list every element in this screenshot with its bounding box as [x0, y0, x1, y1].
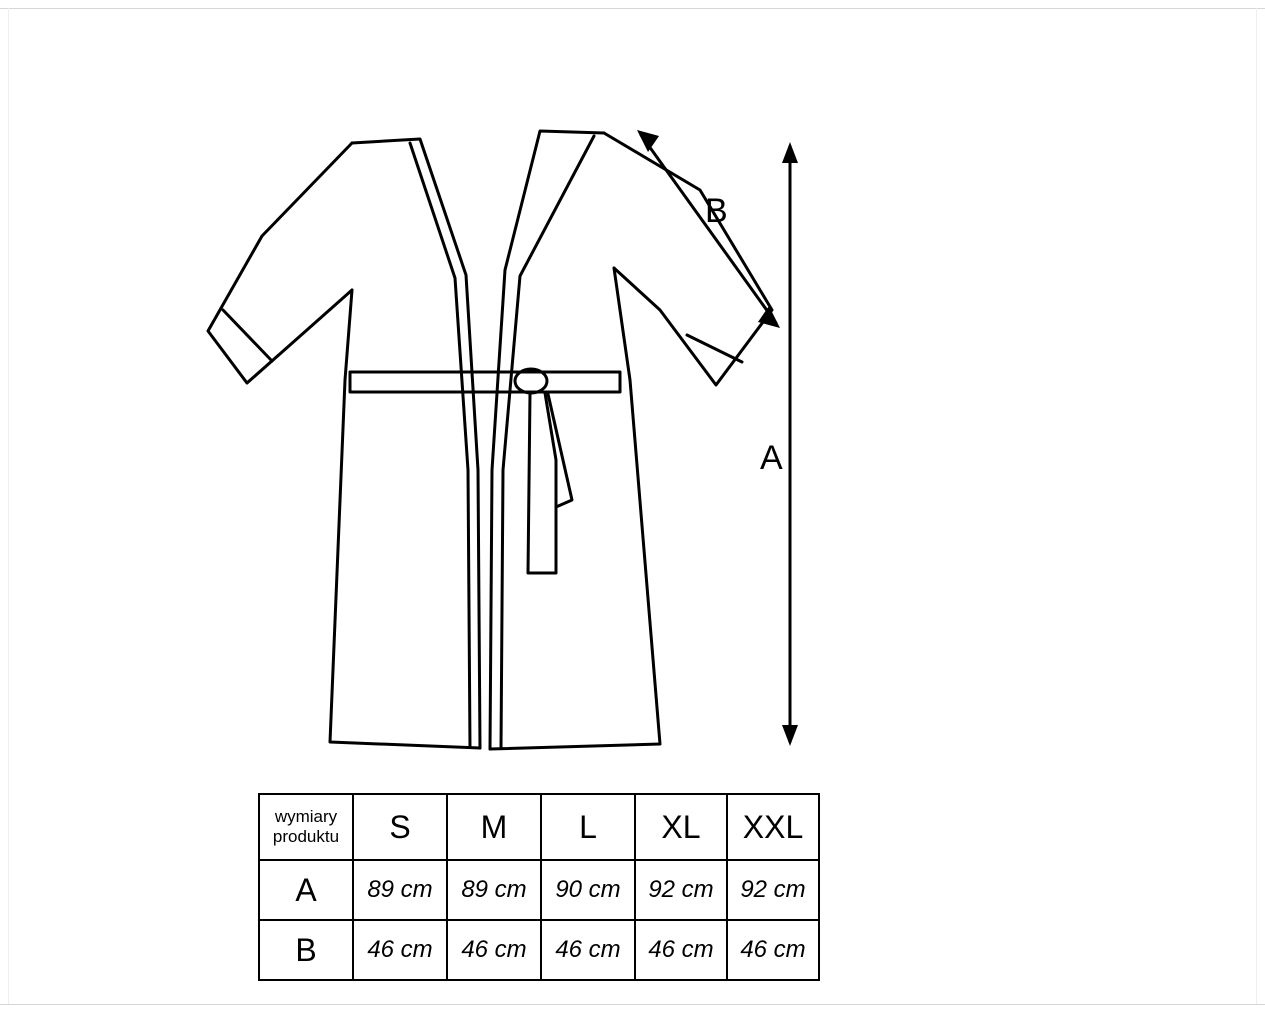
left-front-edge [352, 139, 480, 748]
cell-a-xxl: 92 cm [727, 860, 819, 920]
row-label-a: A [259, 860, 353, 920]
dimension-b-label: B [705, 192, 728, 230]
cell-a-l: 90 cm [541, 860, 635, 920]
cell-b-m: 46 cm [447, 920, 541, 980]
right-sleeve-outline [604, 133, 772, 385]
table-header-row [259, 794, 819, 860]
belt-band [350, 372, 620, 392]
size-header-xl: XL [635, 794, 727, 860]
corner-label-line1: wymiary [274, 807, 338, 827]
dimension-b-arrow-top [637, 130, 659, 152]
cell-a-s: 89 cm [353, 860, 447, 920]
cell-a-m: 89 cm [447, 860, 541, 920]
dimension-a-arrow-bottom [782, 725, 798, 746]
cell-b-xl: 46 cm [635, 920, 727, 980]
belt-tail-left [528, 393, 556, 573]
table-corner-cell [259, 794, 353, 860]
cell-b-l: 46 cm [541, 920, 635, 980]
left-placket-line [410, 143, 470, 747]
left-sleeve-outline [208, 143, 352, 383]
row-label-b: B [259, 920, 353, 980]
size-header-s: S [353, 794, 447, 860]
cell-b-xxl: 46 cm [727, 920, 819, 980]
dimension-a-label: A [760, 439, 783, 477]
cell-b-s: 46 cm [353, 920, 447, 980]
corner-label-line2: produktu [272, 827, 340, 846]
size-header-m: M [447, 794, 541, 860]
size-header-l: L [541, 794, 635, 860]
left-cuff-line [223, 310, 272, 361]
cell-a-xl: 92 cm [635, 860, 727, 920]
measurements-table [258, 793, 820, 981]
size-header-xxl: XXL [727, 794, 819, 860]
table-row [259, 860, 819, 920]
dimension-a-arrow-top [782, 142, 798, 163]
table-row [259, 920, 819, 980]
belt-tail-right [548, 394, 572, 507]
left-body-outline [330, 290, 480, 748]
